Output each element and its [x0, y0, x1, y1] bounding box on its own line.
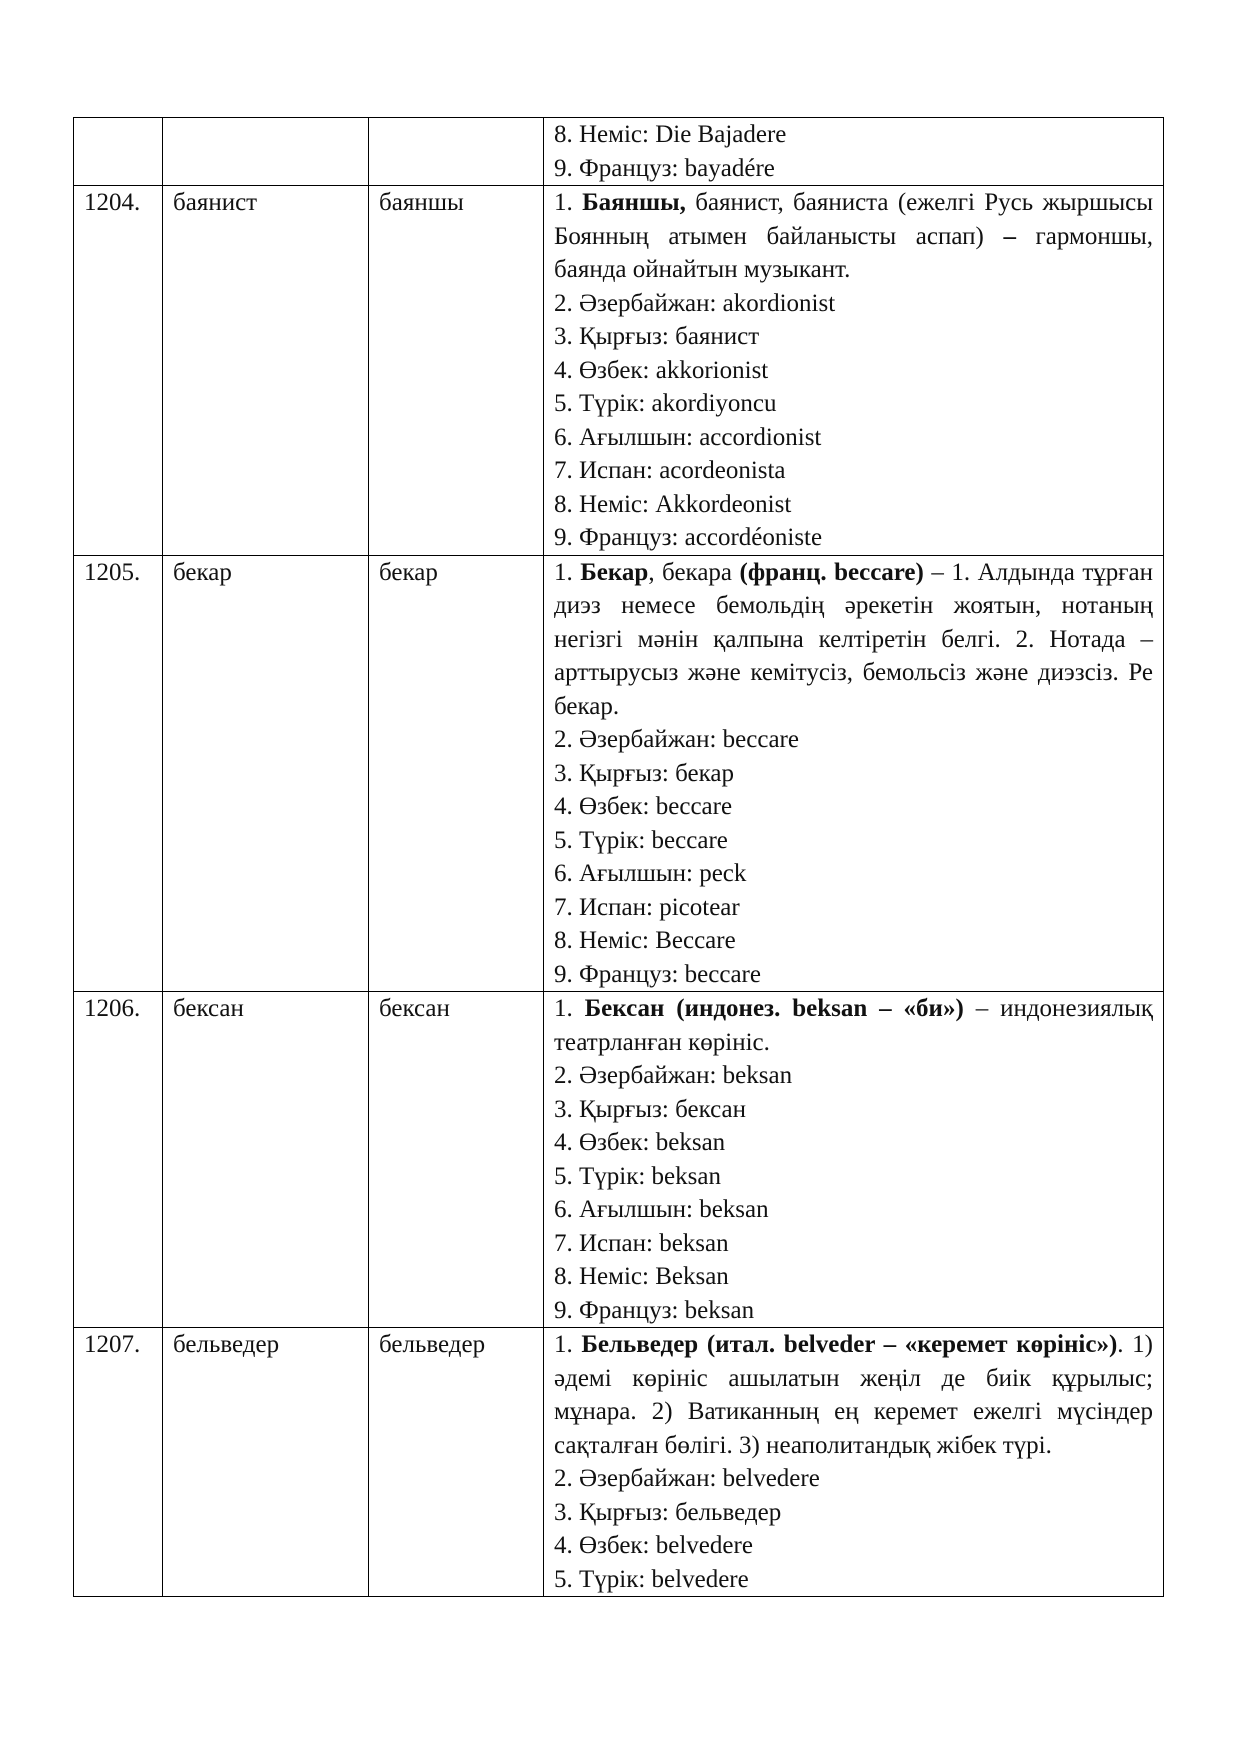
translation-line: 9. Француз: bayadére — [554, 154, 775, 182]
translation-line: 5. Түрік: beccare — [554, 826, 728, 854]
definition-segment: , бекара — [648, 558, 740, 586]
definition-bold-segment: (франц. beccare) — [739, 558, 924, 586]
definition-text — [554, 556, 1153, 724]
entry-kazakh-term: бексан — [369, 992, 544, 1328]
translation-line: 3. Қырғыз: бекар — [554, 759, 734, 787]
entry-term: бекар — [163, 555, 369, 992]
entry-definition — [544, 555, 1164, 992]
definition-segment: гармоншы, баянда ойнайтын музыкант. — [554, 222, 1153, 283]
translation-line: 2. Әзербайжан: beccare — [554, 726, 799, 753]
table-row — [74, 118, 1164, 186]
entry-kazakh-term — [369, 118, 544, 186]
definition-segment: 1. — [554, 189, 583, 216]
definition-text — [554, 186, 1153, 287]
entry-term: бексан — [163, 992, 369, 1328]
definition-segment: баянист, баяниста (ежелгі Русь жыршысы Боянның атымен байланысты аспап) — [554, 189, 1154, 250]
translation-line: 7. Испан: picotear — [554, 893, 740, 921]
entry-kazakh-term: бельведер — [369, 1328, 544, 1597]
dictionary-table — [73, 117, 1164, 1597]
translation-line: 6. Ағылшын: beksan — [554, 1196, 769, 1223]
translation-line: 5. Түрік: belvedere — [554, 1565, 749, 1593]
entry-number: 1205. — [74, 555, 163, 992]
translation-line: 7. Испан: acordeonista — [554, 457, 786, 484]
entry-term — [163, 118, 369, 186]
translation-line: 4. Өзбек: beccare — [554, 793, 733, 820]
translation-line: 6. Ағылшын: accordionist — [554, 423, 822, 451]
entry-number: 1204. — [74, 186, 163, 556]
definition-bold-segment: Баяншы, — [582, 189, 686, 216]
entry-kazakh-term: баяншы — [369, 186, 544, 556]
translation-line: 3. Қырғыз: бельведер — [554, 1498, 782, 1526]
definition-bold-segment: – — [1003, 222, 1016, 250]
definition-segment: – 1. Алдында тұрған диэз немесе бемольдің әрекетін жоятын, нотаның негізгі мәнін қалпына келтіретін белгі. 2. Нотада – арттырусыз және кемітусіз, бемольсіз және диэзсіз. Ре бекар. — [554, 558, 1153, 720]
table-row — [74, 555, 1164, 992]
translation-line: 6. Ағылшын: peck — [554, 860, 747, 887]
entry-number — [74, 118, 163, 186]
definition-segment: . 1) әдемі көрініс ашылатын жеңіл де биік құрылыс; мұнара. 2) Ватиканның ең керемет ежелгі мүсіндер сақталған бөлігі. 3) неаполитандық жібек түрі. — [554, 1331, 1154, 1459]
translation-line: 9. Француз: accordéoniste — [554, 524, 823, 551]
definition-segment: 1. — [554, 1331, 582, 1358]
table-row — [74, 992, 1164, 1328]
translation-line: 2. Әзербайжан: belvedere — [554, 1465, 820, 1492]
definition-segment: – индонезиялық театрланған көрініс. — [554, 995, 1154, 1056]
translation-line: 2. Әзербайжан: akordionist — [554, 289, 836, 317]
entry-definition — [544, 992, 1164, 1328]
translation-line: 4. Өзбек: beksan — [554, 1129, 726, 1156]
translation-line: 7. Испан: beksan — [554, 1229, 729, 1257]
dictionary-table-body — [74, 118, 1164, 1597]
table-row — [74, 1328, 1164, 1597]
definition-segment: 1. — [554, 995, 585, 1022]
translation-line: 4. Өзбек: belvedere — [554, 1532, 753, 1559]
entry-definition — [544, 186, 1164, 556]
translation-line: 9. Француз: beksan — [554, 1296, 755, 1324]
entry-definition — [544, 118, 1164, 186]
entry-term: баянист — [163, 186, 369, 556]
definition-bold-segment: Бельведер (итал. belveder – «керемет көрініс») — [581, 1331, 1118, 1358]
translation-line: 9. Француз: beccare — [554, 960, 761, 988]
entry-kazakh-term: бекар — [369, 555, 544, 992]
translation-line: 8. Неміс: Die Bajadere — [554, 121, 787, 148]
entry-number: 1206. — [74, 992, 163, 1328]
translation-line: 5. Түрік: beksan — [554, 1162, 721, 1190]
table-row — [74, 186, 1164, 556]
entry-definition — [544, 1328, 1164, 1597]
translation-line: 3. Қырғыз: баянист — [554, 323, 760, 350]
translation-line: 4. Өзбек: akkorionist — [554, 356, 769, 384]
translation-line: 2. Әзербайжан: beksan — [554, 1062, 793, 1089]
translation-line: 3. Қырғыз: бексан — [554, 1095, 746, 1123]
entry-term: бельведер — [163, 1328, 369, 1597]
entry-number: 1207. — [74, 1328, 163, 1597]
translation-line: 8. Неміс: Beksan — [554, 1263, 729, 1290]
definition-segment: 1. — [554, 558, 581, 586]
translation-line: 5. Түрік: akordiyoncu — [554, 390, 777, 417]
definition-text — [554, 992, 1153, 1059]
definition-bold-segment: Бексан (индонез. beksan – «би») — [584, 995, 964, 1022]
definition-bold-segment: Бекар — [580, 558, 649, 586]
translation-line: 8. Неміс: Beccare — [554, 927, 736, 954]
translation-line: 8. Неміс: Akkordeonist — [554, 490, 792, 518]
definition-text — [554, 1328, 1153, 1462]
